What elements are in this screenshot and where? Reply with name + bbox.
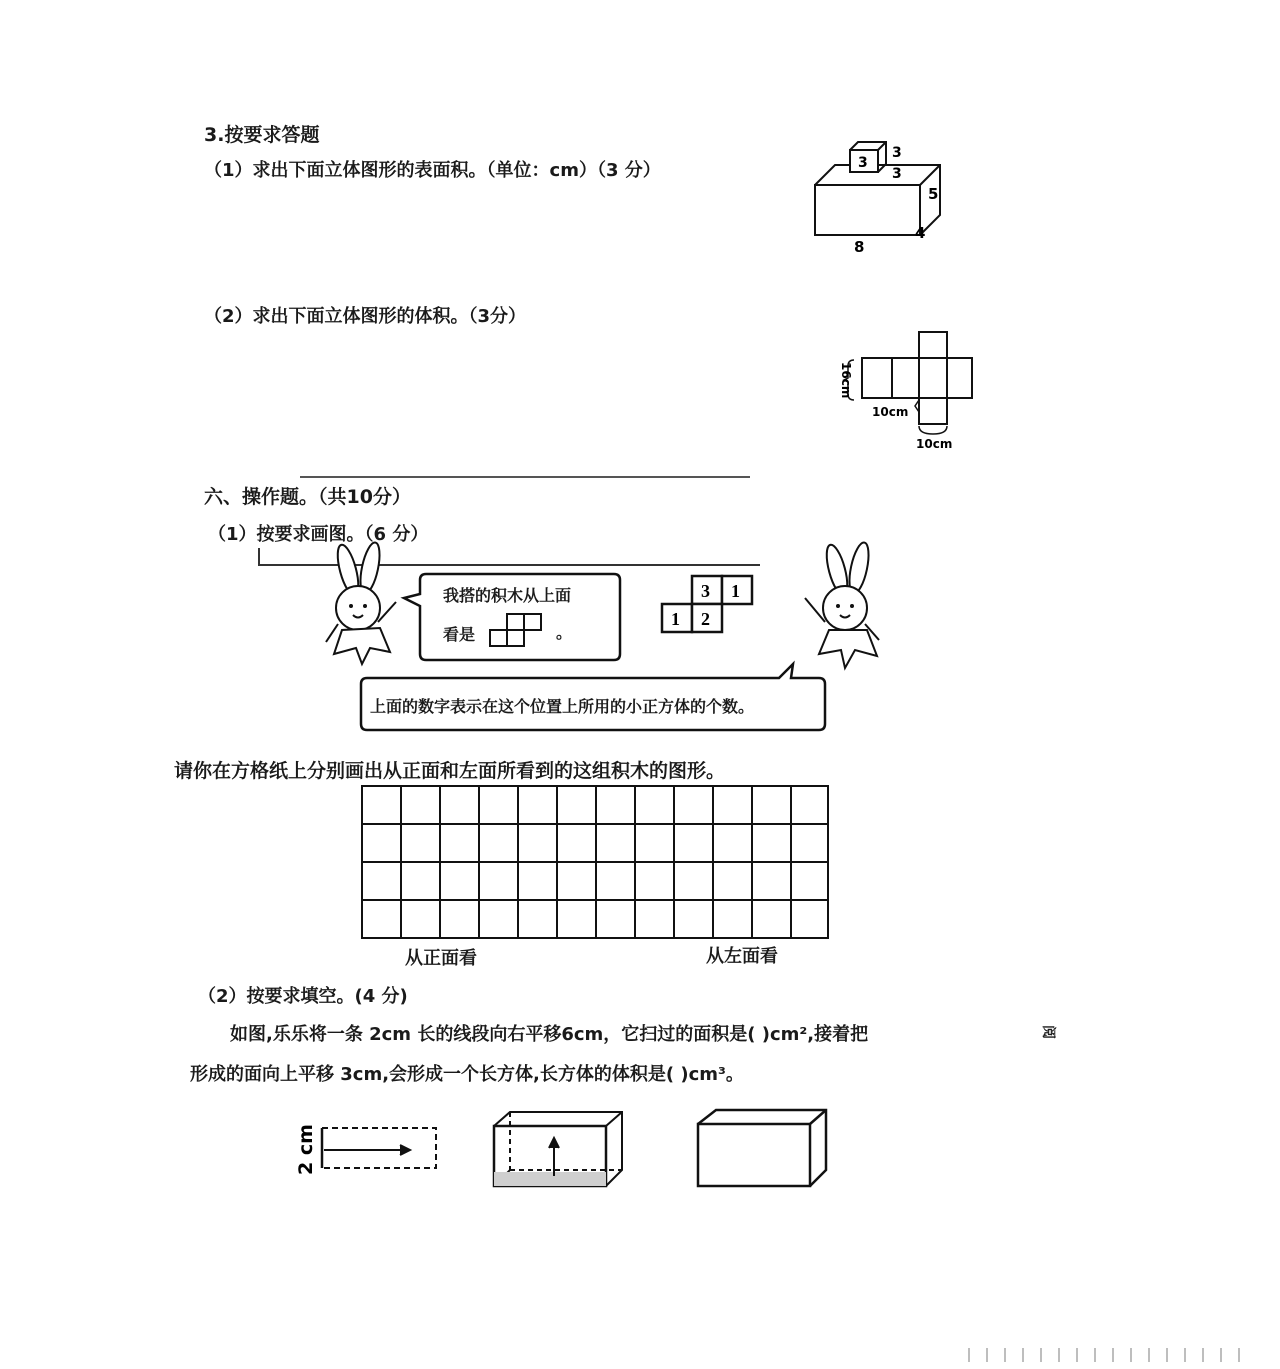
cube-side-label: 3 [892,166,902,182]
top-view-number: 1 [671,609,680,629]
question-2-volume: （2）求出下面立体图形的体积。（3分） [204,306,527,327]
fill-blank-line-2: 形成的面向上平移 3cm,会形成一个长方体,长方体的体积是( )cm³。 [190,1064,744,1085]
bubble1-line1: 我搭的积木从上面 [443,586,572,605]
grid-label-front: 从正面看 [405,948,477,969]
net-inner-label: 10cm [872,405,909,419]
bubble1-line2-prefix: 看是 [443,625,476,644]
cuboid-net-figure [832,330,992,460]
question-6-1: （1）按要求画图。（6 分） [208,524,429,545]
question-1-surface-area: （1）求出下面立体图形的表面积。（单位：cm）（3 分） [204,160,661,181]
bunny-illustration-right [795,540,895,670]
bubble2-text: 上面的数字表示在这个位置上所用的小正方体的个数。 [370,697,755,716]
cuboid-result-figure [692,1106,832,1190]
segment-translation-figure [290,1120,450,1184]
height-label: 5 [928,185,939,203]
fill-blank-line-1: 如图,乐乐将一条 2cm 长的线段向右平移6cm，它扫过的面积是( )cm²,接着把 [230,1024,869,1045]
scan-artifact [968,1348,1248,1362]
section3-title: 3.按要求答题 [204,124,320,146]
margin-mark: 阅 [1040,1025,1056,1039]
grid-instruction: 请你在方格纸上分别画出从正面和左面所看到的这组积木的图形。 [174,760,726,782]
grid-label-left: 从左面看 [706,946,778,967]
net-side-label: 16cm [839,362,853,399]
bubble1-line2-suffix: 。 [556,623,573,642]
length-label: 8 [854,238,865,256]
drawing-grid [361,785,829,939]
width-label: 4 [915,224,926,242]
face-translation-figure [488,1108,628,1192]
bunny-illustration-left [320,540,400,670]
top-view-number: 3 [701,581,710,601]
small-top-view-shape [488,612,548,652]
top-view-number: 1 [731,581,740,601]
top-view-number: 2 [701,609,710,629]
section6-title: 六、操作题。（共10分） [204,486,411,508]
segment-length-label: 2 cm [295,1124,317,1175]
cube-top-label: 3 [892,145,902,161]
cuboid-with-cube-figure [800,130,960,260]
cube-face-label: 3 [858,155,868,171]
net-bottom-label: 10cm [916,437,953,451]
section-divider [300,476,750,478]
top-view-numbered-grid [660,574,760,636]
question-6-2: （2）按要求填空。(4 分) [198,986,408,1007]
